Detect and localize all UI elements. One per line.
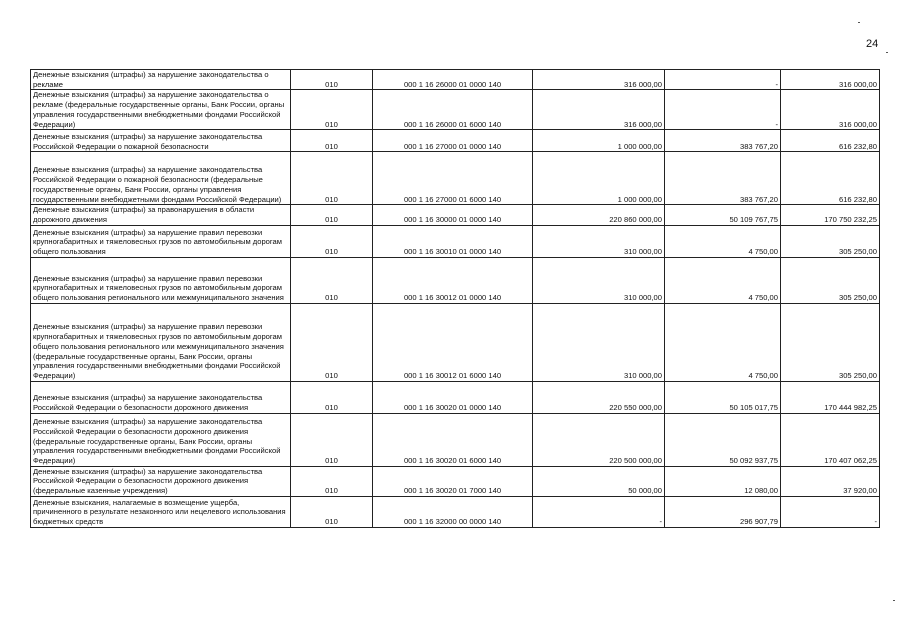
page-number: 24 xyxy=(866,38,879,50)
row-kbk: 000 1 16 27000 01 6000 140 xyxy=(373,152,533,205)
row-name: Денежные взыскания (штрафы) за нарушение законодательства Российской Федерации о пожарной безопасности (федеральные государственные органы, Банк России, органы управления государственными внебюджетными фондами Российской Федерации) xyxy=(31,152,291,205)
scan-speck xyxy=(886,52,888,53)
row-kbk: 000 1 16 26000 01 0000 140 xyxy=(373,70,533,90)
row-code: 010 xyxy=(291,381,373,413)
row-kbk: 000 1 16 30010 01 0000 140 xyxy=(373,225,533,257)
row-unexecuted: 316 000,00 xyxy=(781,70,880,90)
row-code: 010 xyxy=(291,413,373,466)
row-code: 010 xyxy=(291,496,373,527)
row-planned: 220 860 000,00 xyxy=(533,205,665,225)
row-executed: 12 080,00 xyxy=(665,466,781,496)
row-name: Денежные взыскания (штрафы) за нарушение правил перевозки крупногабаритных и тяжеловесных грузов по автомобильным дорогам общего пользования регионального или межмуниципального значения (федеральные государственные органы, Банк России, органы управления государственными внебюджетными фондами Российской Федерации) xyxy=(31,303,291,381)
row-executed: 50 109 767,75 xyxy=(665,205,781,225)
row-kbk: 000 1 16 27000 01 0000 140 xyxy=(373,130,533,152)
row-code: 010 xyxy=(291,303,373,381)
row-unexecuted: 37 920,00 xyxy=(781,466,880,496)
row-code: 010 xyxy=(291,205,373,225)
row-executed: 50 092 937,75 xyxy=(665,413,781,466)
row-planned: 316 000,00 xyxy=(533,70,665,90)
row-executed: 383 767,20 xyxy=(665,152,781,205)
row-planned: 310 000,00 xyxy=(533,225,665,257)
row-unexecuted: 316 000,00 xyxy=(781,90,880,130)
row-code: 010 xyxy=(291,152,373,205)
row-planned: 1 000 000,00 xyxy=(533,152,665,205)
row-planned: - xyxy=(533,496,665,527)
row-planned: 310 000,00 xyxy=(533,257,665,303)
row-kbk: 000 1 16 30012 01 6000 140 xyxy=(373,303,533,381)
row-executed: 4 750,00 xyxy=(665,303,781,381)
row-executed: 383 767,20 xyxy=(665,130,781,152)
row-name: Денежные взыскания (штрафы) за нарушение законодательства Российской Федерации о пожарной безопасности xyxy=(31,130,291,152)
row-executed: 4 750,00 xyxy=(665,225,781,257)
row-name: Денежные взыскания (штрафы) за нарушение правил перевозки крупногабаритных и тяжеловесных грузов по автомобильным дорогам общего пользования xyxy=(31,225,291,257)
table-row xyxy=(31,303,880,381)
scan-speck xyxy=(893,600,895,601)
row-kbk: 000 1 16 30020 01 6000 140 xyxy=(373,413,533,466)
row-kbk: 000 1 16 26000 01 6000 140 xyxy=(373,90,533,130)
row-name: Денежные взыскания (штрафы) за нарушение правил перевозки крупногабаритных и тяжеловесных грузов по автомобильным дорогам общего пользования регионального или межмуниципального значения xyxy=(31,257,291,303)
row-name: Денежные взыскания (штрафы) за нарушение законодательства Российской Федерации о безопасности дорожного движения (федеральные казенные учреждения) xyxy=(31,466,291,496)
row-executed: - xyxy=(665,70,781,90)
row-unexecuted: 305 250,00 xyxy=(781,257,880,303)
row-name: Денежные взыскания, налагаемые в возмещение ущерба, причиненного в результате незаконного или нецелевого использования бюджетных средств xyxy=(31,496,291,527)
table-row xyxy=(31,496,880,527)
table-row xyxy=(31,130,880,152)
income-table-body xyxy=(31,70,880,528)
table-row xyxy=(31,257,880,303)
row-code: 010 xyxy=(291,70,373,90)
table-row xyxy=(31,466,880,496)
row-unexecuted: 170 750 232,25 xyxy=(781,205,880,225)
row-unexecuted: 170 407 062,25 xyxy=(781,413,880,466)
row-name: Денежные взыскания (штрафы) за правонарушения в области дорожного движения xyxy=(31,205,291,225)
table-row xyxy=(31,70,880,90)
row-name: Денежные взыскания (штрафы) за нарушение законодательства о рекламе (федеральные государственные органы, Банк России, органы управления государственными внебюджетными фондами Российской Федерации) xyxy=(31,90,291,130)
row-name: Денежные взыскания (штрафы) за нарушение законодательства о рекламе xyxy=(31,70,291,90)
table-row xyxy=(31,90,880,130)
row-planned: 316 000,00 xyxy=(533,90,665,130)
row-planned: 50 000,00 xyxy=(533,466,665,496)
row-unexecuted: 616 232,80 xyxy=(781,130,880,152)
row-code: 010 xyxy=(291,90,373,130)
row-kbk: 000 1 16 30012 01 0000 140 xyxy=(373,257,533,303)
row-unexecuted: 616 232,80 xyxy=(781,152,880,205)
row-unexecuted: 305 250,00 xyxy=(781,225,880,257)
row-name: Денежные взыскания (штрафы) за нарушение законодательства Российской Федерации о безопасности дорожного движения xyxy=(31,381,291,413)
income-table xyxy=(30,69,880,528)
scan-speck xyxy=(858,22,860,23)
table-row xyxy=(31,152,880,205)
row-planned: 310 000,00 xyxy=(533,303,665,381)
table-row xyxy=(31,205,880,225)
row-kbk: 000 1 16 32000 00 0000 140 xyxy=(373,496,533,527)
table-row xyxy=(31,413,880,466)
row-code: 010 xyxy=(291,225,373,257)
row-kbk: 000 1 16 30020 01 7000 140 xyxy=(373,466,533,496)
row-planned: 1 000 000,00 xyxy=(533,130,665,152)
table-row xyxy=(31,225,880,257)
row-unexecuted: 305 250,00 xyxy=(781,303,880,381)
row-code: 010 xyxy=(291,466,373,496)
row-executed: 50 105 017,75 xyxy=(665,381,781,413)
row-kbk: 000 1 16 30020 01 0000 140 xyxy=(373,381,533,413)
row-executed: 296 907,79 xyxy=(665,496,781,527)
row-executed: 4 750,00 xyxy=(665,257,781,303)
row-unexecuted: 170 444 982,25 xyxy=(781,381,880,413)
row-kbk: 000 1 16 30000 01 0000 140 xyxy=(373,205,533,225)
row-planned: 220 500 000,00 xyxy=(533,413,665,466)
row-executed: - xyxy=(665,90,781,130)
table-row xyxy=(31,381,880,413)
row-code: 010 xyxy=(291,130,373,152)
row-unexecuted: - xyxy=(781,496,880,527)
row-name: Денежные взыскания (штрафы) за нарушение законодательства Российской Федерации о безопасности дорожного движения (федеральные государственные органы, Банк России, органы управления государственными внебюджетными фондами Российской Федерации) xyxy=(31,413,291,466)
row-planned: 220 550 000,00 xyxy=(533,381,665,413)
row-code: 010 xyxy=(291,257,373,303)
